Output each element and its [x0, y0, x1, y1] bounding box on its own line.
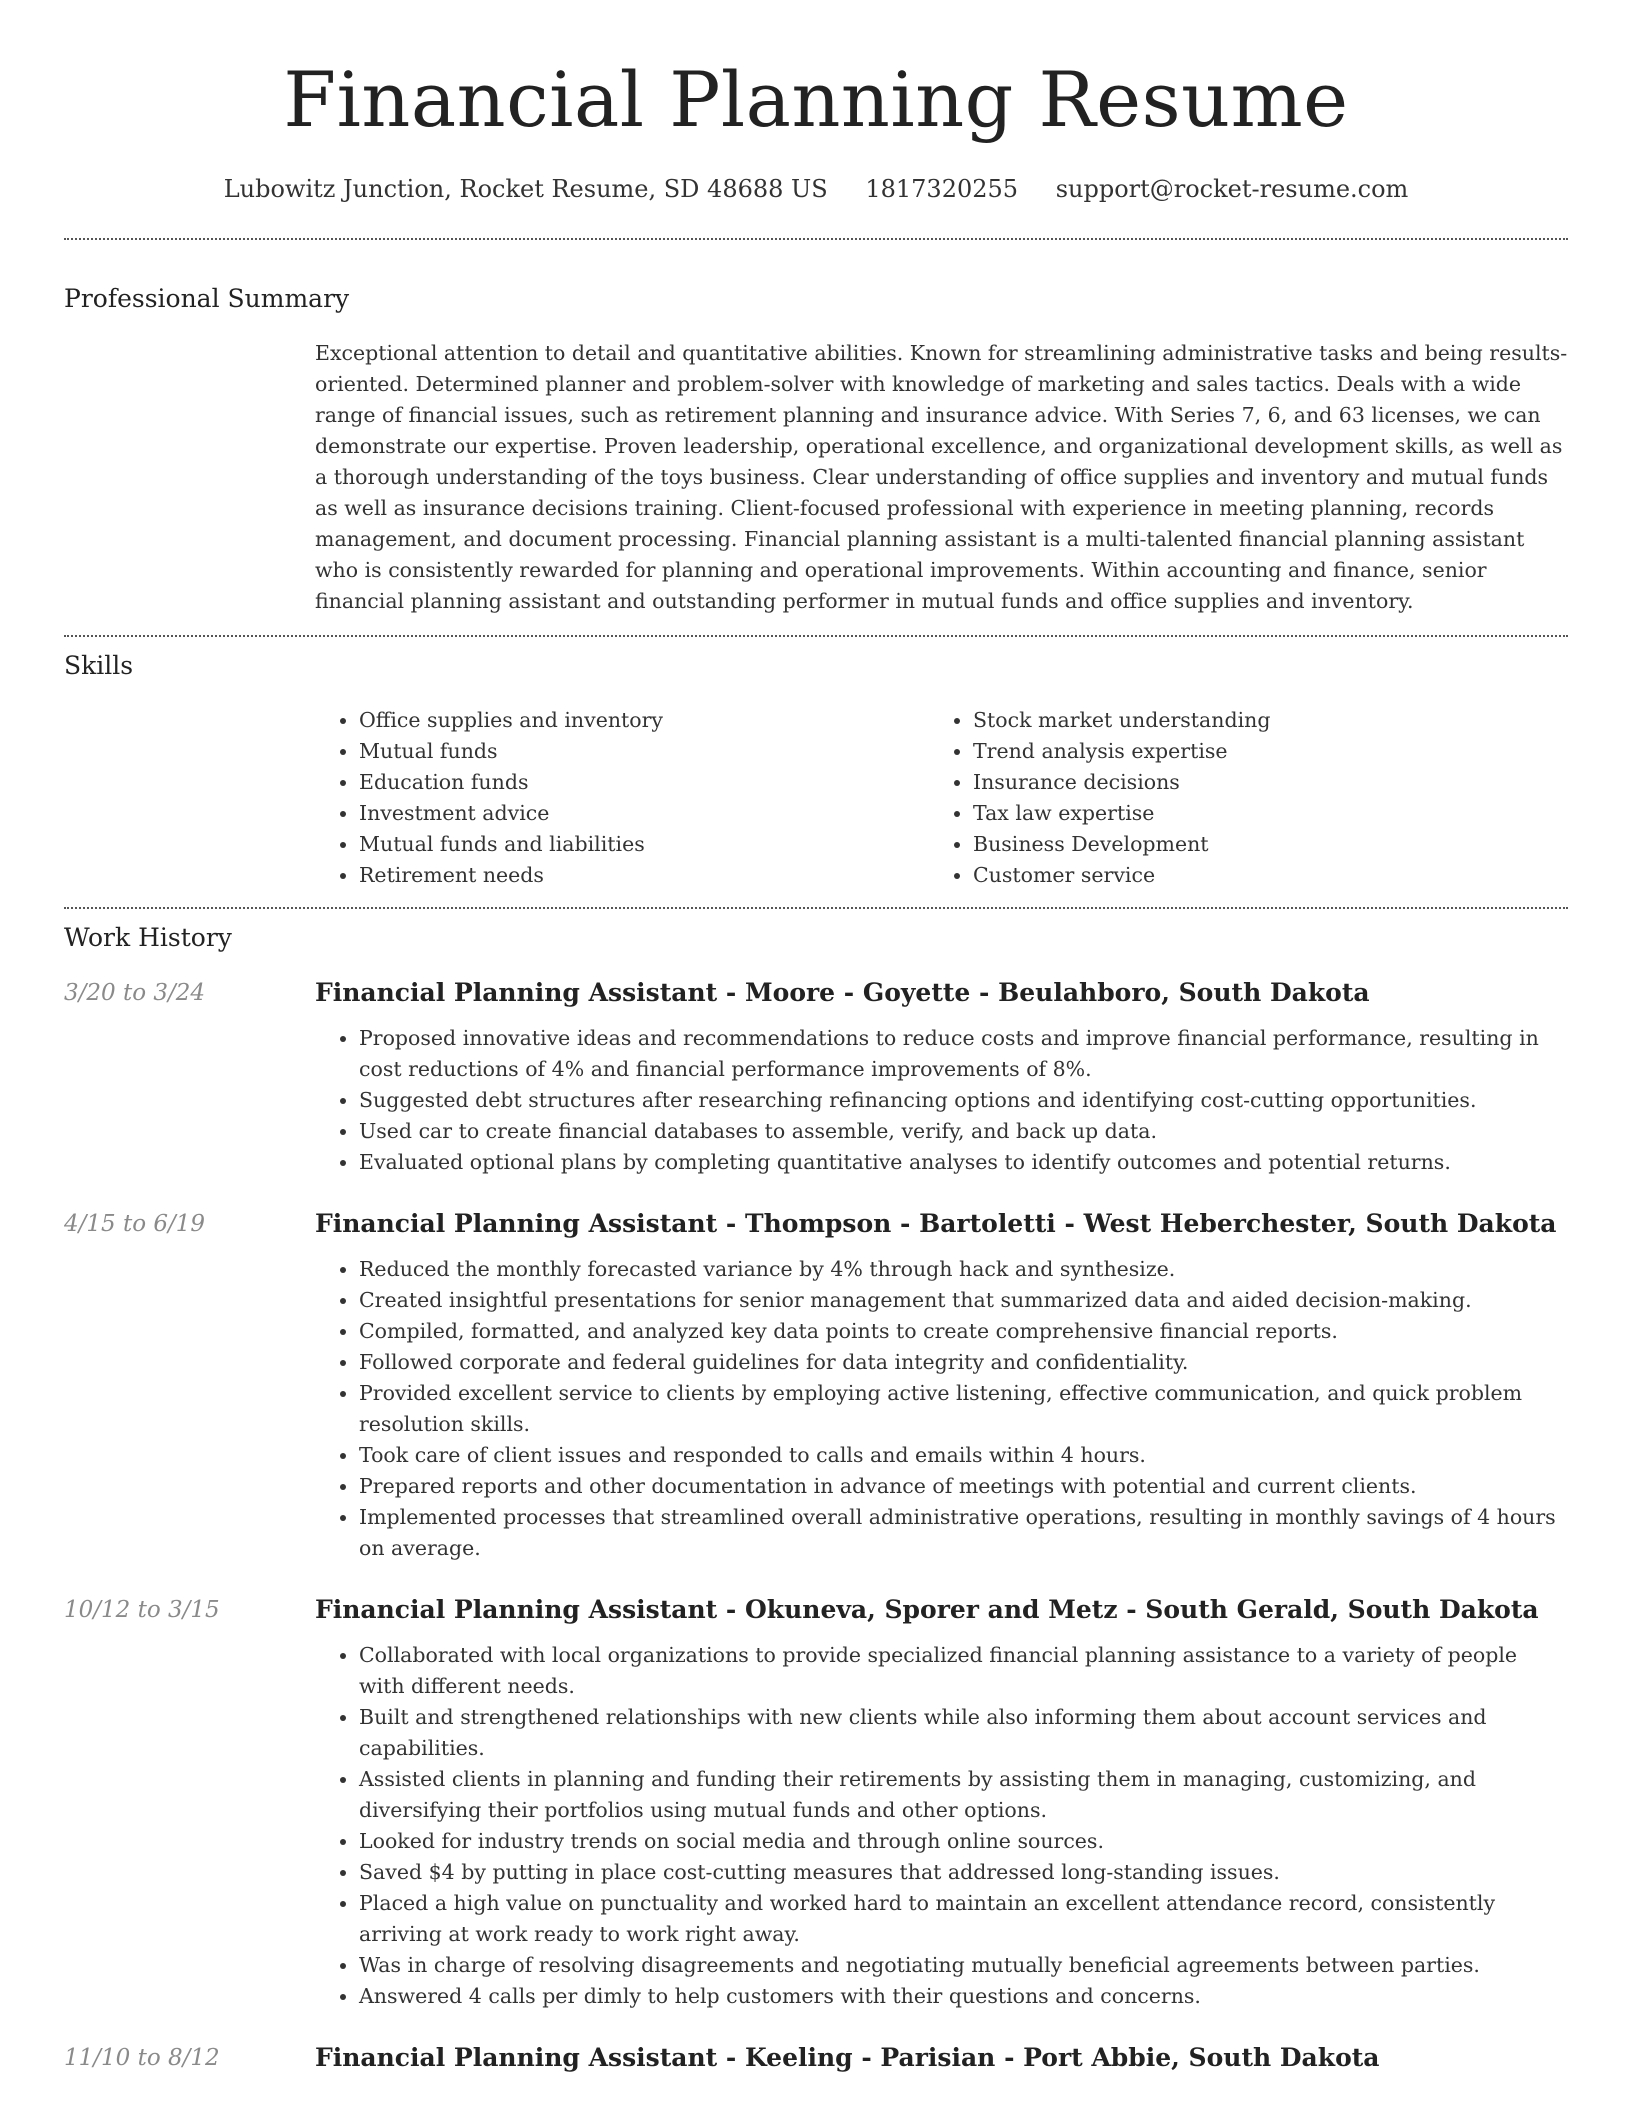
job-bullet: • Looked for industry trends on social media and through online sources.	[359, 1826, 1568, 1857]
job-bullet: • Suggested debt structures after researching refinancing options and identifying cost-cutting opportunities.	[359, 1085, 1568, 1116]
contact-line	[64, 174, 1568, 204]
job-dates: 11/10 to 8/12	[64, 2045, 220, 2071]
job-bullets	[315, 1640, 1568, 2012]
skills-list-left	[315, 705, 929, 891]
contact-address: Lubowitz Junction, Rocket Resume, SD 48688 US	[223, 175, 828, 203]
skill-item: • Business Development	[973, 829, 1543, 860]
job-bullet: • Implemented processes that streamlined overall administrative operations, resulting in monthly savings of 4 hours on average.	[359, 1502, 1568, 1564]
job-dates: 10/12 to 3/15	[64, 1597, 220, 1623]
job-bullet: • Used car to create financial databases to assemble, verify, and back up data.	[359, 1116, 1568, 1147]
job-bullet: • Answered 4 calls per dimly to help customers with their questions and concerns.	[359, 1981, 1568, 2012]
job-bullet: • Saved $4 by putting in place cost-cutting measures that addressed long-standing issues.	[359, 1857, 1568, 1888]
skill-item: • Tax law expertise	[973, 798, 1543, 829]
job-bullet: • Built and strengthened relationships with new clients while also informing them about account services and capabilities.	[359, 1702, 1568, 1764]
section-heading: Work History	[64, 923, 232, 952]
job-entry	[64, 2042, 1568, 2074]
professional-summary-section	[64, 240, 1568, 617]
section-heading: Skills	[64, 651, 134, 680]
skills-list-right	[929, 705, 1543, 891]
job-bullet: • Followed corporate and federal guidelines for data integrity and confidentiality.	[359, 1347, 1568, 1378]
job-dates: 3/20 to 3/24	[64, 980, 206, 1006]
job-bullet: • Reduced the monthly forecasted variance by 4% through hack and synthesize.	[359, 1254, 1568, 1285]
skill-item: • Trend analysis expertise	[973, 736, 1543, 767]
summary-text: Exceptional attention to detail and quantitative abilities. Known for streamlining administrative tasks and being results-oriented. Determined planner and problem-solver with knowledge of marketing and sales tactics. Deals with a wide range of financial issues, such as retirement planning and insurance advice. With Series 7, 6, and 63 licenses, we can demonstrate our expertise. Proven leadership, operational excellence, and organizational development skills, as well as a thorough understanding of the toys business. Clear understanding of office supplies and inventory and mutual funds as well as insurance decisions training. Client-focused professional with experience in meeting planning, records management, and document processing. Financial planning assistant is a multi-talented financial planning assistant who is consistently rewarded for planning and operational improvements. Within accounting and finance, senior financial planning assistant and outstanding performer in mutual funds and office supplies and inventory.	[315, 341, 1568, 613]
job-bullet: • Provided excellent service to clients by employing active listening, effective communication, and quick problem resolution skills.	[359, 1378, 1568, 1440]
job-dates: 4/15 to 6/19	[64, 1211, 206, 1237]
job-bullet: • Evaluated optional plans by completing quantitative analyses to identify outcomes and potential returns.	[359, 1147, 1568, 1178]
job-bullets	[315, 1254, 1568, 1564]
skills-columns	[315, 705, 1568, 891]
job-details	[315, 1594, 1568, 2012]
job-title: Financial Planning Assistant - Okuneva, Sporer and Metz - South Gerald, South Dakota	[315, 1595, 1539, 1624]
job-bullet: • Created insightful presentations for senior management that summarized data and aided decision-making.	[359, 1285, 1568, 1316]
skills-section	[64, 637, 1568, 891]
job-title: Financial Planning Assistant - Moore - Goyette - Beulahboro, South Dakota	[315, 978, 1370, 1007]
job-details	[315, 1208, 1568, 1564]
job-title: Financial Planning Assistant - Thompson - Bartoletti - West Heberchester, South Dakota	[315, 1209, 1557, 1238]
skill-item: • Retirement needs	[359, 860, 929, 891]
skill-item: • Insurance decisions	[973, 767, 1543, 798]
resume-title: Financial Planning Resume	[283, 55, 1349, 144]
section-heading: Professional Summary	[64, 284, 350, 313]
job-bullet: • Compiled, formatted, and analyzed key data points to create comprehensive financial reports.	[359, 1316, 1568, 1347]
skill-item: • Stock market understanding	[973, 705, 1543, 736]
work-history-section	[64, 909, 1568, 2074]
skill-item: • Customer service	[973, 860, 1543, 891]
job-title: Financial Planning Assistant - Keeling - Parisian - Port Abbie, South Dakota	[315, 2043, 1380, 2072]
job-entry	[64, 1594, 1568, 2012]
job-bullet: • Prepared reports and other documentation in advance of meetings with potential and current clients.	[359, 1471, 1568, 1502]
skill-item: • Education funds	[359, 767, 929, 798]
contact-email: support@rocket-resume.com	[1055, 175, 1409, 203]
job-entry	[64, 1208, 1568, 1564]
skill-item: • Office supplies and inventory	[359, 705, 929, 736]
contact-phone: 1817320255	[865, 175, 1019, 203]
job-bullet: • Assisted clients in planning and funding their retirements by assisting them in managing, customizing, and diversifying their portfolios using mutual funds and other options.	[359, 1764, 1568, 1826]
job-details	[315, 977, 1568, 1178]
job-bullet: • Was in charge of resolving disagreements and negotiating mutually beneficial agreements between parties.	[359, 1950, 1568, 1981]
resume-header	[64, 0, 1568, 204]
job-bullet: • Placed a high value on punctuality and worked hard to maintain an excellent attendance record, consistently arriving at work ready to work right away.	[359, 1888, 1568, 1950]
job-bullets	[315, 1023, 1568, 1178]
skill-item: • Mutual funds	[359, 736, 929, 767]
job-bullet: • Took care of client issues and responded to calls and emails within 4 hours.	[359, 1440, 1568, 1471]
job-bullet: • Collaborated with local organizations to provide specialized financial planning assistance to a variety of people with different needs.	[359, 1640, 1568, 1702]
job-entry	[64, 977, 1568, 1178]
skill-item: • Investment advice	[359, 798, 929, 829]
job-bullet: • Proposed innovative ideas and recommendations to reduce costs and improve financial performance, resulting in cost reductions of 4% and financial performance improvements of 8%.	[359, 1023, 1568, 1085]
skill-item: • Mutual funds and liabilities	[359, 829, 929, 860]
job-details	[315, 2042, 1568, 2074]
